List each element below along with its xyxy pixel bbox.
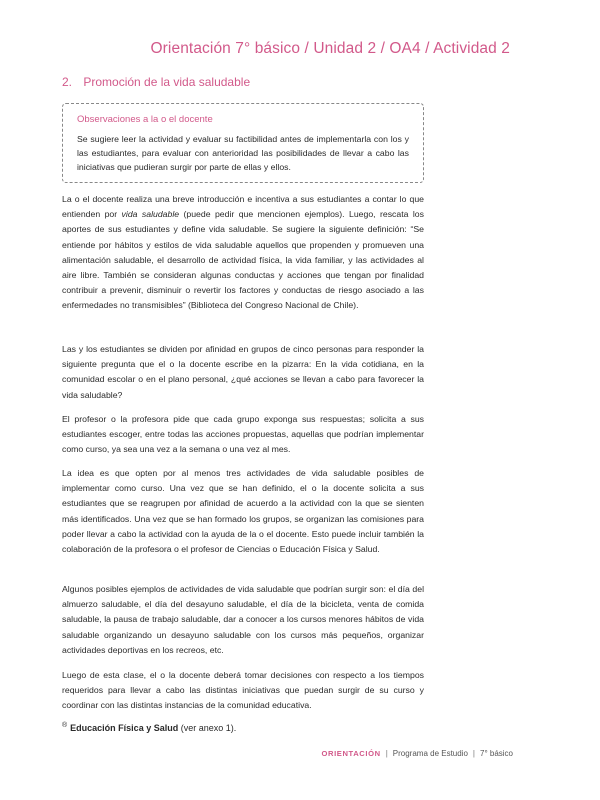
term-vida-saludable: vida saludable [121,209,180,220]
paragraph-groups: Las y los estudiantes se dividen por afinidad en grupos de cinco personas para responder la siguiente pregunta que el o la docente escribe en la pizarra: En la vida cotidiana, en la comunidad escolar o en el plano personal, ¿qué acciones se llevan a cabo para favorecer la vida saludable? [62,344,424,400]
paragraph-introduction [62,192,424,314]
teacher-observations-box [62,103,424,183]
footnote-subject: Educación Física y Salud [70,723,179,733]
paragraph-introduction-start: La o el docente realiza una breve introducción e incentiva a sus estudiantes a contar lo que entienden por [62,194,424,220]
footnote-reference: (ver anexo 1). [178,723,237,733]
footer-separator: | [385,749,388,758]
observations-text: Se sugiere leer la actividad y evaluar su factibilidad antes de implementarla con los y las estudiantes, para evaluar con anterioridad las posibilidades de llevar a cabo las iniciativas que pudieran surgir por parte de ellas y ellos. [77,134,409,172]
footnote [62,722,236,733]
observations-title: Observaciones a la o el docente [77,114,213,125]
page-footer [321,749,513,758]
page-title: Orientación 7° básico / Unidad 2 / OA4 / Actividad 2 [150,40,510,57]
paragraph-closing: Luego de esta clase, el o la docente deberá tomar decisiones con respecto a los tiempos requeridos para llevar a cabo las distintas iniciativas que puedan surgir de su curso y coordinar con las distintas instancias de la comunidad educativa. [62,670,424,711]
paragraph-introduction-end: (puede pedir que mencionen ejemplos). Luego, rescata los aportes de sus estudiantes y define vida saludable. Se sugiere la siguiente definición: “Se entiende por hábitos y estilos de vida saludable aquellos que propenden y promueven una alimentación saludable, el desarrollo de actividad física, la vida familiar, y las actividades al aire libre. También se consideran algunas conductas y acciones que tengan por finalidad contribuir a prevenir, disminuir o revertir los factores y conductas de riesgo asociado a las enfermedades no transmisibles” (Biblioteca del Congreso Nacional de Chile). [62,209,424,311]
paragraph-examples: Algunos posibles ejemplos de actividades de vida saludable que podrían surgir son: el día del almuerzo saludable, el día del desayuno saludable, el día de la bicicleta, venta de comida saludable, la pausa de trabajo saludable, dar a conocer a los cursos menores hábitos de vida saludable organizando un desayuno saludable con los cursos más pequeños, organizar actividades deportivas en los recreos, etc. [62,584,424,655]
section-title: Promoción de la vida saludable [83,75,251,89]
footer-separator: | [472,749,475,758]
section-number: 2. [62,75,73,89]
paragraph-presentation: El profesor o la profesora pide que cada grupo exponga sus respuestas; solicita a sus estudiantes escoger, entre todas las acciones propuestas, aquellas que podrían implementar como curso, ya sea una vez a la semana o una vez al mes. [62,414,424,455]
registered-mark-icon: ® [62,722,68,729]
footer-grade: 7° básico [480,749,513,758]
section-heading [62,75,250,89]
paragraph-activities: La idea es que opten por al menos tres actividades de vida saludable posibles de implementar como curso. Una vez que se han definido, el o la docente solicita a sus estudiantes que se reagrupen por afinidad de acuerdo a la actividad con la que se sienten más identificados. Una vez que se han formado los grupos, se organizan las comisiones para poder llevar a cabo la actividad con la ayuda de la o el docente. Esto puede incluir también la colaboración de la profesora o el profesor de Ciencias o Educación Física y Salud. [62,468,424,555]
footer-program: Programa de Estudio [392,749,468,758]
footer-brand: ORIENTACIÓN [321,749,381,758]
